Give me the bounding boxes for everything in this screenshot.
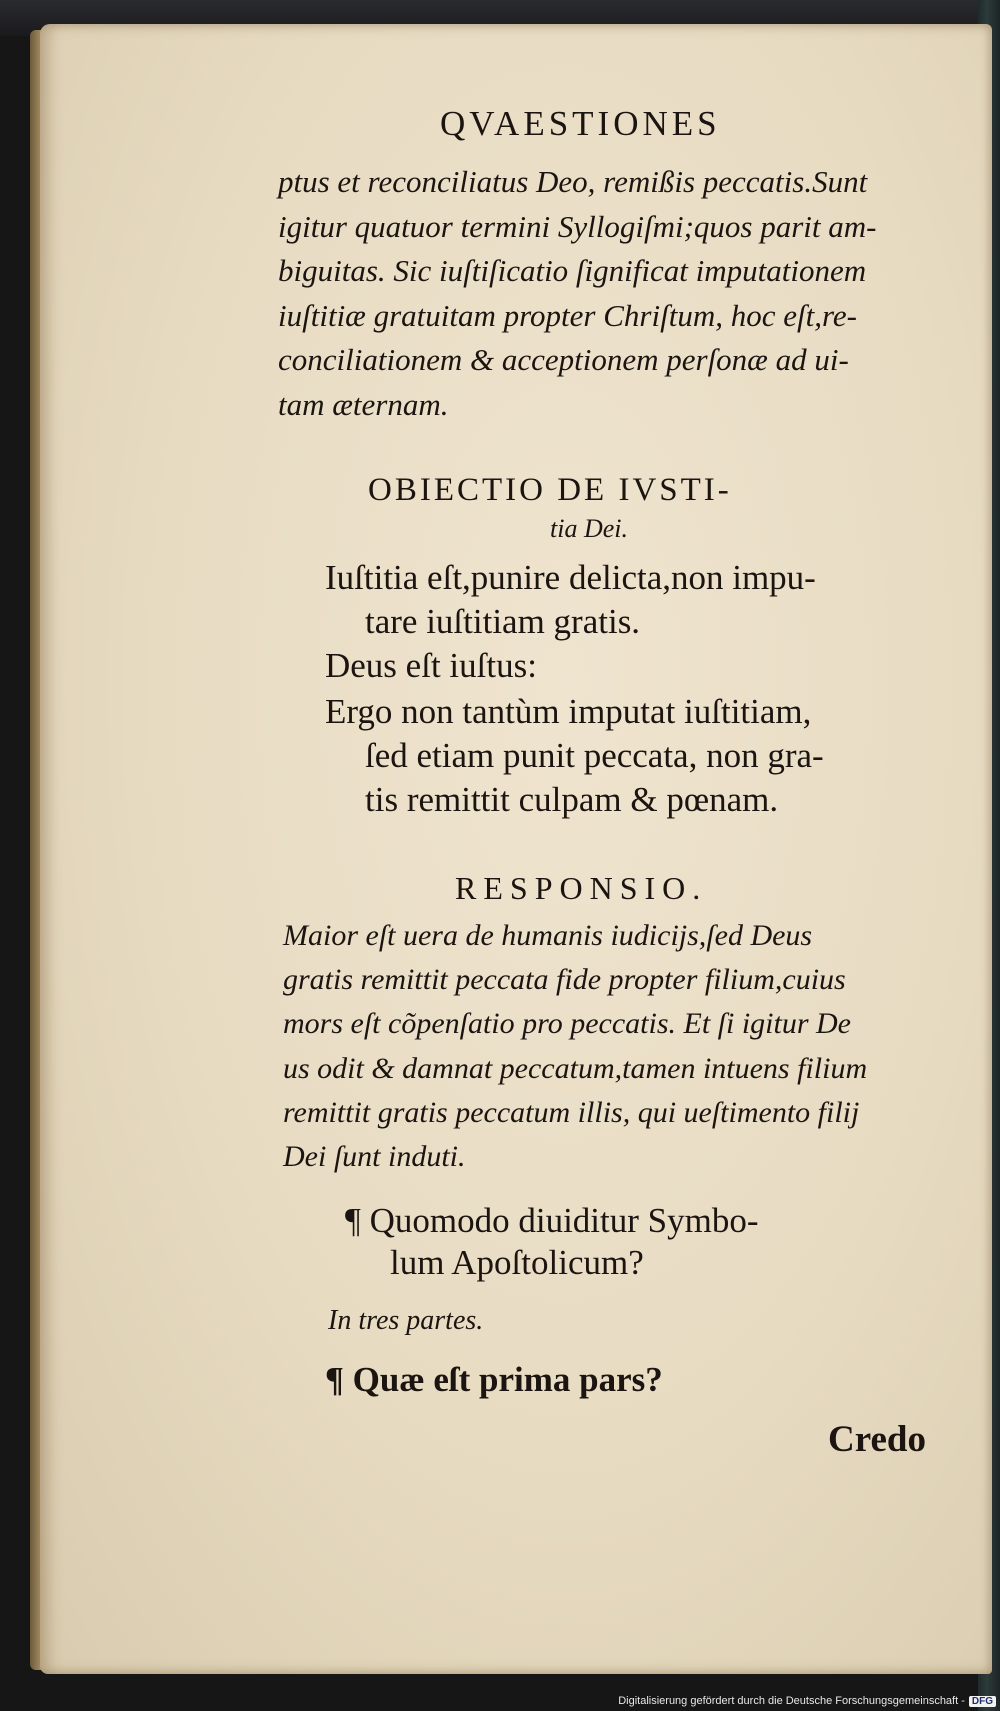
catchword: Credo — [828, 1419, 926, 1460]
text-line: Ergo non tantùm imputat iuſtitiam, — [325, 692, 812, 731]
answer-tres-partes: In tres partes. — [328, 1305, 484, 1336]
responsio-paragraph — [283, 914, 963, 1179]
text-line: conciliationem & acceptionem perſonæ ad ui- — [278, 342, 849, 378]
text-line: iuſtitiæ gratuitam propter Chriſtum, hoc eſt,re- — [278, 297, 857, 333]
text-line: tis remittit culpam & pœnam. — [365, 780, 779, 819]
section-subheading: tia Dei. — [550, 514, 628, 543]
question-symbolum — [345, 1200, 965, 1284]
text-line: ¶ Quomodo diuiditur Symbo- — [345, 1201, 759, 1240]
syllogism-conclusion — [325, 690, 965, 822]
text-line: remittit gratis peccatum illis, qui ueſtimento filij — [283, 1095, 860, 1129]
text-line: Maior eſt uera de humanis iudicijs,ſed Deus — [283, 919, 813, 952]
question-prima-pars: ¶ Quæ eſt prima pars? — [325, 1360, 663, 1399]
text-line: us odit & damnat peccatum,tamen intuens filium — [283, 1051, 868, 1085]
footer-text: Digitalisierung gefördert durch die Deutsche Forschungsgemeinschaft - — [618, 1695, 965, 1707]
text-line: ptus et reconciliatus Deo, remißis peccatis.Sunt — [278, 164, 868, 199]
text-line: Iuſtitia eſt,punire delicta,non impu- — [325, 558, 816, 597]
text-line: ſed etiam punit peccata, non gra- — [365, 736, 824, 775]
text-line: igitur quatuor termini Syllogiſmi;quos parit am- — [278, 208, 877, 244]
syllogism-minor — [325, 644, 965, 688]
text-line: lum Apoſtolicum? — [390, 1243, 644, 1282]
section-heading-responsio: RESPONSIO. — [455, 870, 708, 906]
syllogism-major — [325, 556, 965, 644]
text-line: tare iuſtitiam gratis. — [365, 602, 641, 641]
text-line: Dei ſunt induti. — [283, 1140, 466, 1174]
text-line: gratis remittit peccata fide propter filium,cuius — [283, 963, 846, 997]
text-line: Deus eſt iuſtus: — [325, 646, 537, 685]
digitization-footer — [618, 1695, 996, 1707]
text-line: mors eſt cõpenſatio pro peccatis. Et ſi igitur De — [283, 1007, 851, 1041]
running-header: QVAESTIONES — [440, 104, 721, 143]
paragraph-continuation — [278, 160, 958, 428]
dfg-logo-icon: DFG — [969, 1696, 996, 1707]
text-line: tam æternam. — [278, 386, 449, 422]
section-heading-objectio: OBIECTIO DE IVSTI- — [368, 472, 732, 508]
text-line: biguitas. Sic iuſtiſicatio ſignificat imputationem — [278, 253, 867, 289]
